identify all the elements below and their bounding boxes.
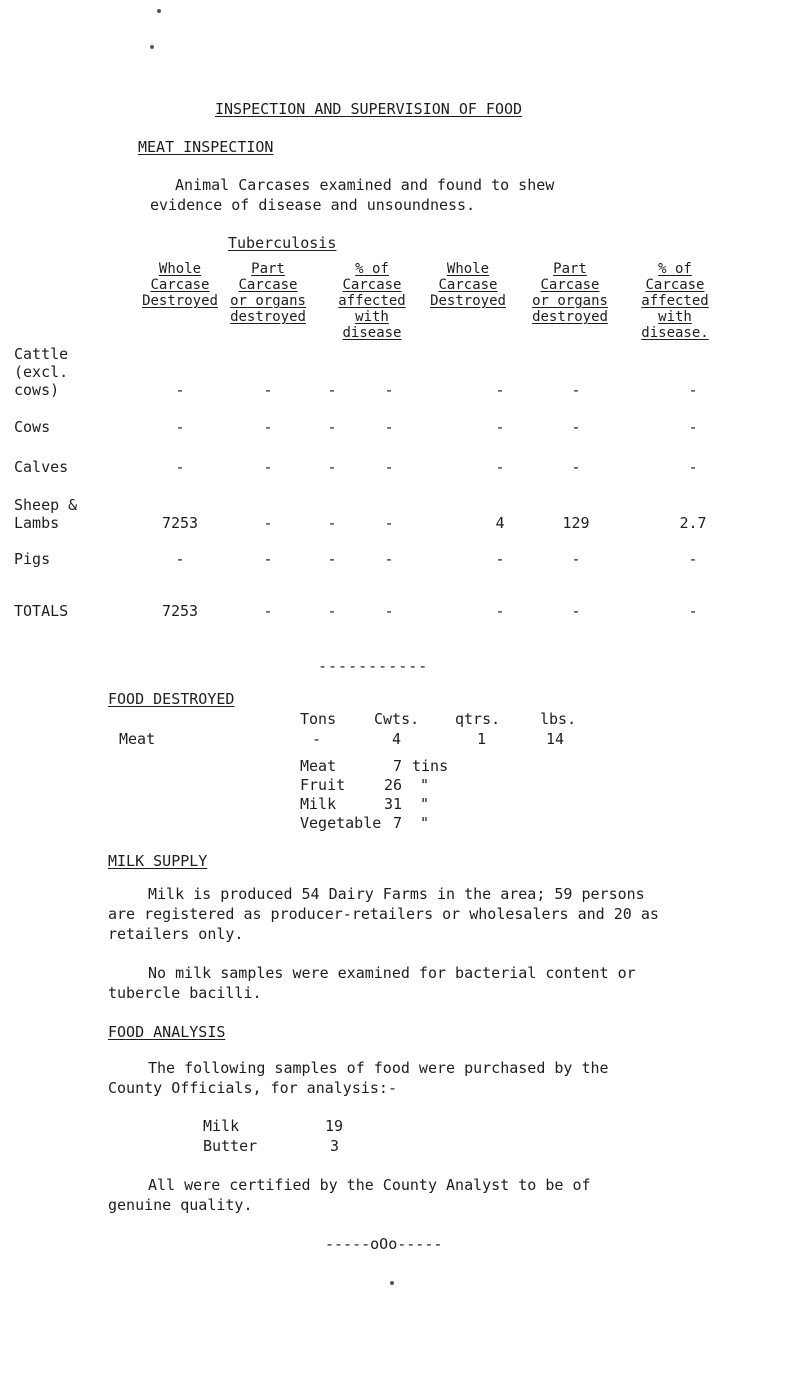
table-cell: -: [384, 514, 394, 532]
row-label: Calves: [14, 458, 69, 476]
meat-qtrs-value: 1: [477, 730, 487, 748]
tin-item: Fruit: [300, 776, 346, 794]
end-mark: -----oOo-----: [325, 1235, 443, 1253]
column-header-line: Carcase: [645, 277, 705, 293]
scan-speck: [157, 9, 161, 13]
table-cell: -: [327, 458, 337, 476]
analysis-intro-line-1: The following samples of food were purchased by the: [148, 1059, 609, 1077]
table-cell: 2.7: [679, 514, 707, 532]
table-cell: -: [175, 458, 185, 476]
table-cell: -: [175, 418, 185, 436]
table-cell: -: [263, 458, 273, 476]
column-header-line: Carcase: [150, 277, 210, 293]
tin-unit: tins: [412, 757, 449, 775]
unit-tons: Tons: [300, 710, 337, 728]
table-cell: 129: [562, 514, 590, 532]
meat-destroyed-label: Meat: [119, 730, 156, 748]
table-separator: -----------: [318, 657, 429, 675]
column-header-line: with: [658, 309, 692, 325]
row-label: Sheep &: [14, 496, 78, 514]
table-cell: -: [327, 602, 337, 620]
column-header-line: % of: [658, 261, 692, 277]
certified-line-2: genuine quality.: [108, 1196, 253, 1214]
table-cell: -: [688, 602, 698, 620]
row-label: Cattle: [14, 345, 69, 363]
table-cell: -: [495, 418, 505, 436]
scan-speck: [390, 1281, 394, 1285]
table-cell: -: [263, 381, 273, 399]
table-cell: -: [384, 602, 394, 620]
table-cell: -: [327, 550, 337, 568]
column-header-line: Carcase: [238, 277, 298, 293]
milk-para-1-line-3: retailers only.: [108, 925, 244, 943]
table-cell: -: [384, 550, 394, 568]
column-header-line: disease: [342, 325, 402, 341]
column-header-line: destroyed: [230, 309, 306, 325]
tin-unit: ": [420, 795, 430, 813]
unit-cwts: Cwts.: [374, 710, 420, 728]
column-header-line: Part: [251, 261, 285, 277]
column-header-line: Carcase: [438, 277, 498, 293]
table-cell: -: [384, 418, 394, 436]
row-label: Cows: [14, 418, 51, 436]
table-cell: -: [263, 550, 273, 568]
column-header-line: Destroyed: [430, 293, 506, 309]
table-cell: -: [688, 550, 698, 568]
column-header-line: Carcase: [540, 277, 600, 293]
tin-item: Meat: [300, 757, 337, 775]
column-header-line: affected: [338, 293, 406, 309]
table-cell: -: [327, 514, 337, 532]
table-cell: -: [327, 418, 337, 436]
milk-para-1-line-1: Milk is produced 54 Dairy Farms in the area; 59 persons: [148, 885, 645, 903]
sample-count-butter: 3: [330, 1137, 340, 1155]
table-cell: -: [571, 550, 581, 568]
column-header-line: Whole: [158, 261, 202, 277]
table-cell: -: [495, 381, 505, 399]
meat-inspection-heading: MEAT INSPECTION: [138, 138, 274, 156]
table-cell: -: [384, 458, 394, 476]
row-label: Pigs: [14, 550, 51, 568]
table-cell: -: [263, 514, 273, 532]
certified-line-1: All were certified by the County Analyst to be of: [148, 1176, 591, 1194]
milk-para-2-line-1: No milk samples were examined for bacterial content or: [148, 964, 636, 982]
column-header-line: Whole: [446, 261, 490, 277]
meat-lbs-value: 14: [546, 730, 565, 748]
column-header-line: affected: [641, 293, 709, 309]
unit-lbs: lbs.: [540, 710, 577, 728]
tin-count: 31: [383, 795, 402, 813]
table-cell: -: [175, 550, 185, 568]
sample-count-milk: 19: [325, 1117, 344, 1135]
column-header-line: or organs: [230, 293, 306, 309]
meat-tons-value: -: [312, 730, 322, 748]
food-destroyed-heading: FOOD DESTROYED: [108, 690, 235, 708]
column-header-line: destroyed: [532, 309, 608, 325]
tin-item: Vegetable: [300, 814, 382, 832]
unit-qtrs: qtrs.: [455, 710, 501, 728]
table-cell: -: [327, 381, 337, 399]
table-cell: -: [688, 381, 698, 399]
table-cell: 7253: [161, 514, 199, 532]
table-cell: -: [571, 418, 581, 436]
sample-item-milk: Milk: [203, 1117, 240, 1135]
tin-unit: ": [420, 814, 430, 832]
analysis-intro-line-2: County Officials, for analysis:-: [108, 1079, 397, 1097]
row-label: cows): [14, 381, 60, 399]
column-header-line: % of: [355, 261, 389, 277]
table-cell: -: [263, 602, 273, 620]
meat-intro-line-1: Animal Carcases examined and found to shew: [175, 176, 555, 194]
table-cell: -: [688, 458, 698, 476]
tin-count: 7: [392, 757, 402, 775]
meat-intro-line-2: evidence of disease and unsoundness.: [150, 196, 476, 214]
column-header-line: Destroyed: [142, 293, 218, 309]
table-cell: -: [571, 602, 581, 620]
milk-para-1-line-2: are registered as producer-retailers or wholesalers and 20 as: [108, 905, 659, 923]
column-header-line: Carcase: [342, 277, 402, 293]
food-analysis-heading: FOOD ANALYSIS: [108, 1023, 226, 1041]
tin-count: 26: [383, 776, 402, 794]
sample-item-butter: Butter: [203, 1137, 258, 1155]
table-cell: -: [384, 381, 394, 399]
row-label: TOTALS: [14, 602, 69, 620]
column-header-line: Part: [553, 261, 587, 277]
scan-speck: [150, 45, 154, 49]
table-cell: -: [571, 381, 581, 399]
milk-supply-heading: MILK SUPPLY: [108, 852, 208, 870]
tin-count: 7: [392, 814, 402, 832]
column-header-line: with: [355, 309, 389, 325]
tin-item: Milk: [300, 795, 337, 813]
tin-unit: ": [420, 776, 430, 794]
row-label: (excl.: [14, 363, 69, 381]
table-cell: -: [495, 602, 505, 620]
table-cell: 4: [495, 514, 505, 532]
row-label: Lambs: [14, 514, 60, 532]
table-cell: -: [571, 458, 581, 476]
table-cell: -: [495, 458, 505, 476]
tuberculosis-label: Tuberculosis: [228, 234, 337, 252]
table-cell: -: [495, 550, 505, 568]
table-cell: 7253: [161, 602, 199, 620]
column-header-line: disease.: [641, 325, 709, 341]
column-header-line: or organs: [532, 293, 608, 309]
table-cell: -: [688, 418, 698, 436]
meat-cwts-value: 4: [392, 730, 402, 748]
table-cell: -: [175, 381, 185, 399]
milk-para-2-line-2: tubercle bacilli.: [108, 984, 262, 1002]
table-cell: -: [263, 418, 273, 436]
page-title: INSPECTION AND SUPERVISION OF FOOD: [215, 100, 523, 118]
